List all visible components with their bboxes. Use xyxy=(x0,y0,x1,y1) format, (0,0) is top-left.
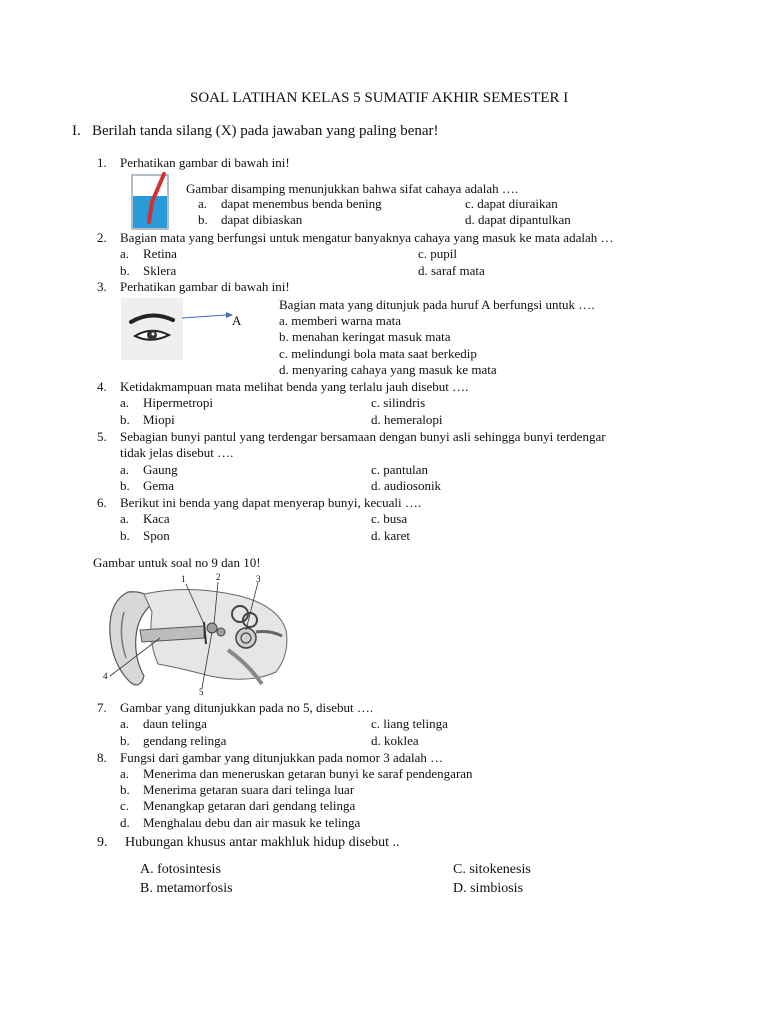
q5-option-b: Gema xyxy=(143,478,175,493)
q3-label-a: A xyxy=(232,313,242,328)
ear-label-4: 4 xyxy=(103,671,108,681)
q5-option-a: Gaung xyxy=(143,462,178,477)
q6-b-letter: b. xyxy=(120,528,130,543)
q3-option-a: a. memberi warna mata xyxy=(279,313,401,328)
q7-option-b: gendang relinga xyxy=(143,733,227,748)
q7-option-c: c. liang telinga xyxy=(371,716,448,731)
q3-stem: Bagian mata yang ditunjuk pada huruf A berfungsi untuk …. xyxy=(279,297,595,312)
figure-caption: Gambar untuk soal no 9 dan 10! xyxy=(93,555,261,570)
q2-b-letter: b. xyxy=(120,263,130,278)
q1-text: Perhatikan gambar di bawah ini! xyxy=(120,155,290,170)
q8-option-a: Menerima dan meneruskan getaran bunyi ke saraf pendengaran xyxy=(143,766,473,781)
q1-option-d: d. dapat dipantulkan xyxy=(465,212,571,227)
ear-label-3: 3 xyxy=(256,574,261,584)
q2-option-b: Sklera xyxy=(143,263,177,278)
q7-text: Gambar yang ditunjukkan pada no 5, disebut …. xyxy=(120,700,374,715)
q6-option-c: c. busa xyxy=(371,511,408,526)
q3-number: 3. xyxy=(97,279,107,294)
q6-a-letter: a. xyxy=(120,511,130,526)
eye-image xyxy=(121,298,183,360)
q8-option-b: Menerima getaran suara dari telinga luar xyxy=(143,782,355,797)
q3-option-b: b. menahan keringat masuk mata xyxy=(279,329,451,344)
q4-number: 4. xyxy=(97,379,107,394)
q6-option-d: d. karet xyxy=(371,528,410,543)
q8-number: 8. xyxy=(97,750,107,765)
ear-diagram xyxy=(100,572,290,696)
q4-option-b: Miopi xyxy=(143,412,175,427)
q5-text-line2: tidak jelas disebut …. xyxy=(120,445,234,460)
q8-b-letter: b. xyxy=(120,782,130,797)
q2-option-c: c. pupil xyxy=(418,246,457,261)
q8-c-letter: c. xyxy=(120,798,130,813)
q3-option-d: d. menyaring cahaya yang masuk ke mata xyxy=(279,362,497,377)
q9-option-a: A. fotosintesis xyxy=(140,862,221,877)
q1-option-a: dapat menembus benda bening xyxy=(221,196,382,211)
q6-number: 6. xyxy=(97,495,107,510)
q7-a-letter: a. xyxy=(120,716,130,731)
q1-option-b: dapat dibiaskan xyxy=(221,212,303,227)
q3-text: Perhatikan gambar di bawah ini! xyxy=(120,279,290,294)
q5-option-c: c. pantulan xyxy=(371,462,429,477)
ear-label-5: 5 xyxy=(199,687,204,697)
q9-number: 9. xyxy=(97,835,108,850)
q4-text: Ketidakmampuan mata melihat benda yang terlalu jauh disebut …. xyxy=(120,379,469,394)
q3-option-c: c. melindungi bola mata saat berkedip xyxy=(279,346,477,361)
q5-a-letter: a. xyxy=(120,462,130,477)
page-title: SOAL LATIHAN KELAS 5 SUMATIF AKHIR SEMESTER I xyxy=(190,90,569,106)
q1-b-letter: b. xyxy=(198,212,208,227)
section-instruction: Berilah tanda silang (X) pada jawaban yang paling benar! xyxy=(92,123,439,139)
q2-text: Bagian mata yang berfungsi untuk mengatur banyaknya cahaya yang masuk ke mata adalah … xyxy=(120,230,614,245)
q4-option-d: d. hemeralopi xyxy=(371,412,443,427)
q9-option-b: B. metamorfosis xyxy=(140,881,233,896)
q8-option-c: Menangkap getaran dari gendang telinga xyxy=(143,798,356,813)
q1-number: 1. xyxy=(97,155,107,170)
q2-a-letter: a. xyxy=(120,246,130,261)
arrow-icon xyxy=(180,310,234,322)
q4-b-letter: b. xyxy=(120,412,130,427)
q9-text: Hubungan khusus antar makhluk hidup disebut .. xyxy=(125,835,400,850)
q9-option-c: C. sitokenesis xyxy=(453,862,531,877)
q5-text-line1: Sebagian bunyi pantul yang terdengar bersamaan dengan bunyi asli sehingga bunyi terdengar xyxy=(120,429,606,444)
q7-option-d: d. koklea xyxy=(371,733,419,748)
q9-option-d: D. simbiosis xyxy=(453,881,524,896)
section-number: I. xyxy=(72,123,81,139)
q2-option-a: Retina xyxy=(143,246,177,261)
q7-option-a: daun telinga xyxy=(143,716,207,731)
q1-stem: Gambar disamping menunjukkan bahwa sifat cahaya adalah …. xyxy=(186,181,519,196)
q5-number: 5. xyxy=(97,429,107,444)
q6-option-b: Spon xyxy=(143,528,170,543)
q2-option-d: d. saraf mata xyxy=(418,263,485,278)
q4-option-c: c. silindris xyxy=(371,395,426,410)
q5-b-letter: b. xyxy=(120,478,130,493)
q6-text: Berikut ini benda yang dapat menyerap bunyi, kecuali …. xyxy=(120,495,422,510)
q7-number: 7. xyxy=(97,700,107,715)
q2-number: 2. xyxy=(97,230,107,245)
q8-d-letter: d. xyxy=(120,815,130,830)
q8-text: Fungsi dari gambar yang ditunjukkan pada nomor 3 adalah … xyxy=(120,750,444,765)
glass-water-image xyxy=(128,172,176,232)
q8-option-d: Menghalau debu dan air masuk ke telinga xyxy=(143,815,361,830)
q6-option-a: Kaca xyxy=(143,511,170,526)
ear-label-1: 1 xyxy=(181,574,186,584)
q4-a-letter: a. xyxy=(120,395,130,410)
ear-label-2: 2 xyxy=(216,572,221,582)
q1-option-c: c. dapat diuraikan xyxy=(465,196,558,211)
q1-a-letter: a. xyxy=(198,196,208,211)
q8-a-letter: a. xyxy=(120,766,130,781)
q5-option-d: d. audiosonik xyxy=(371,478,442,493)
q7-b-letter: b. xyxy=(120,733,130,748)
q4-option-a: Hipermetropi xyxy=(143,395,214,410)
